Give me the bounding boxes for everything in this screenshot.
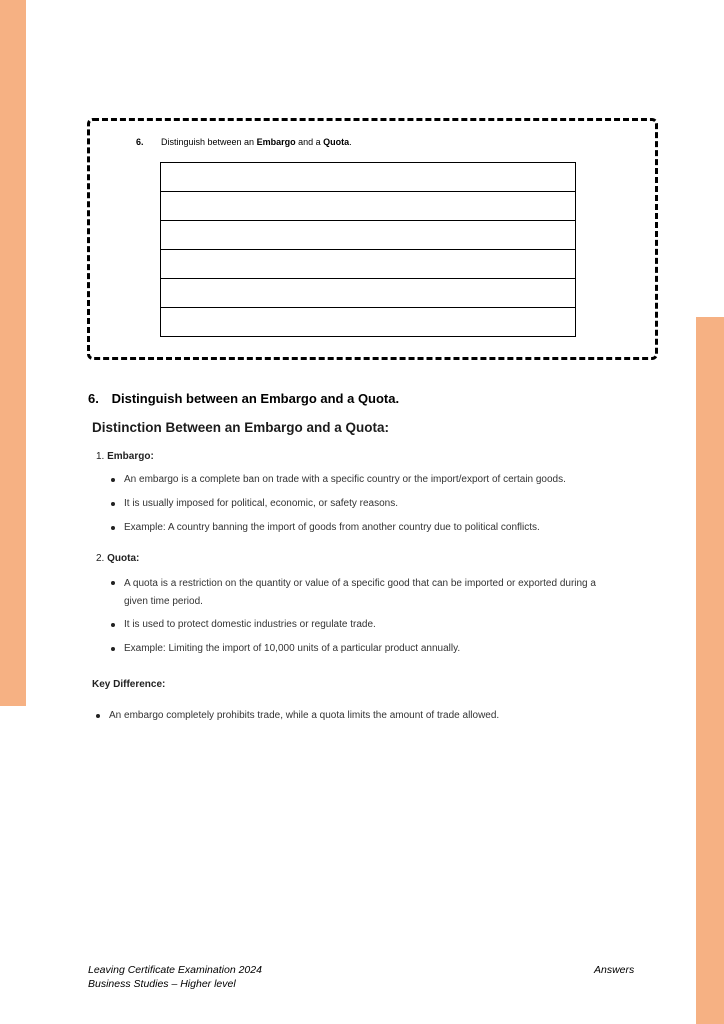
bullet-item: It is usually imposed for political, economic, or safety reasons. [109, 496, 629, 512]
answer-line [161, 192, 575, 221]
footer-line-subject: Business Studies – Higher level [88, 978, 236, 990]
question-box-term-quota: Quota [323, 137, 350, 147]
answer-question-number: 6. [88, 391, 99, 406]
question-box-text-middle: and a [295, 137, 324, 147]
bullet-item: Example: Limiting the import of 10,000 units of a particular product annually. [109, 641, 614, 657]
quota-bullet-list [109, 575, 614, 657]
item-heading-label: Embargo: [107, 451, 154, 462]
footer-exam-info [88, 963, 262, 991]
footer-line-exam: Leaving Certificate Examination 2024 [88, 964, 262, 976]
question-box-text-end: . [349, 137, 352, 147]
bullet-item: Example: A country banning the import of goods from another country due to political conflicts. [109, 520, 629, 536]
bullet-item: An embargo completely prohibits trade, while a quota limits the amount of trade allowed. [94, 708, 654, 724]
answer-line [161, 250, 575, 279]
answer-lines-table [160, 162, 576, 337]
answer-line [161, 308, 575, 337]
item-heading-quota [96, 553, 139, 564]
question-box-term-embargo: Embargo [256, 137, 296, 147]
bullet-item: A quota is a restriction on the quantity or value of a specific good that can be imported or exported during a given time period. [109, 575, 614, 611]
item-number: 1. [96, 451, 105, 462]
item-heading-label: Quota: [107, 553, 140, 564]
key-difference-bullet-list [94, 708, 654, 724]
section-title: Distinction Between an Embargo and a Quota: [92, 420, 390, 435]
key-difference-title: Key Difference: [92, 679, 166, 690]
answer-line [161, 221, 575, 250]
bullet-item: It is used to protect domestic industries or regulate trade. [109, 617, 614, 633]
question-box-text-before: Distinguish between an [161, 137, 257, 147]
answer-line [161, 163, 575, 192]
answer-line [161, 279, 575, 308]
bullet-item: An embargo is a complete ban on trade with a specific country or the import/export of certain goods. [109, 472, 629, 488]
embargo-bullet-list [109, 472, 629, 536]
answer-question-text: Distinguish between an Embargo and a Quota. [111, 391, 400, 406]
answer-question-heading [88, 391, 399, 406]
question-box-text [161, 137, 352, 147]
left-side-bar [0, 0, 26, 706]
right-side-bar [696, 317, 724, 1024]
item-heading-embargo [96, 451, 154, 462]
footer-answers-label: Answers [594, 964, 635, 976]
item-number: 2. [96, 553, 105, 564]
question-box-number: 6. [136, 137, 144, 147]
